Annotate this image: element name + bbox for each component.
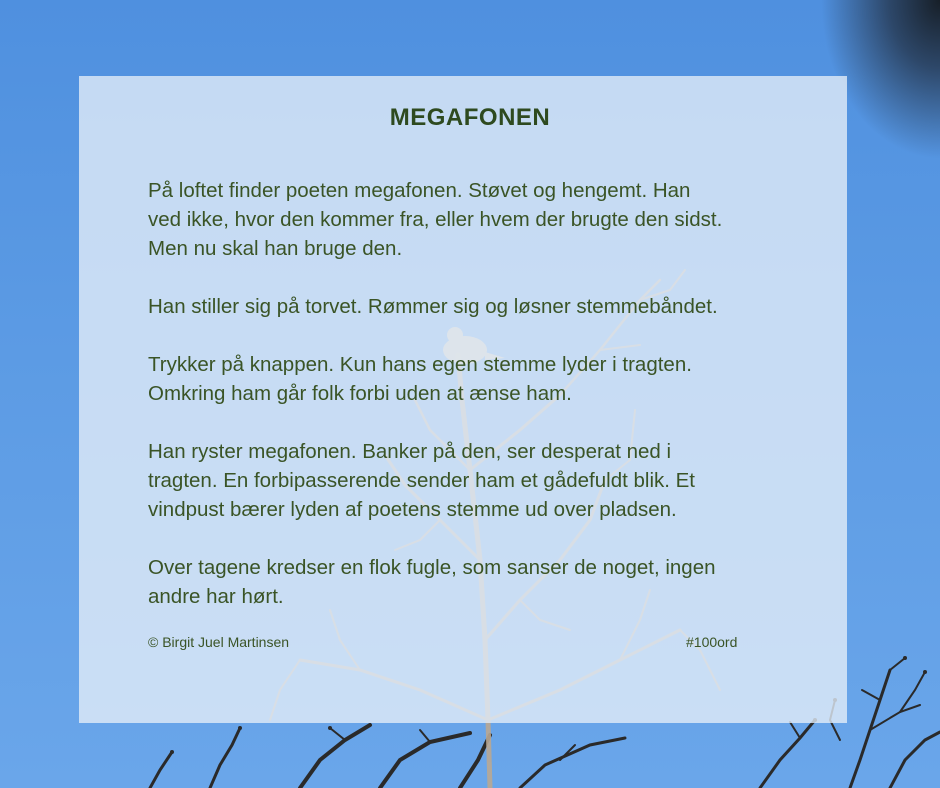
poem-stanza-2: Han stiller sig på torvet. Rømmer sig og løsner stemmebåndet. xyxy=(148,295,718,318)
hashtag-text: #100ord xyxy=(686,634,738,650)
poem-title: MEGAFONEN xyxy=(389,104,551,131)
poem-stanza-3: Trykker på knappen. Kun hans egen stemme lyder i tragten. Omkring ham går folk forbi uden at ænse ham. xyxy=(148,353,692,405)
poem-body xyxy=(148,176,788,611)
poem-stanza-5: Over tagene kredser en flok fugle, som sanser de noget, ingen andre har hørt. xyxy=(148,556,716,608)
poem-stanza-1: På loftet finder poeten megafonen. Støvet og hengemt. Han ved ikke, hvor den kommer fra, eller hvem der brugte den sidst. Men nu skal han bruge den. xyxy=(148,179,723,260)
copyright-text: © Birgit Juel Martinsen xyxy=(148,634,290,650)
poem-stanza-4: Han ryster megafonen. Banker på den, ser desperat ned i tragten. En forbipasserende sender ham et gådefuldt blik. Et vindpust bærer lyden af poetens stemme ud over pladsen. xyxy=(148,440,696,521)
